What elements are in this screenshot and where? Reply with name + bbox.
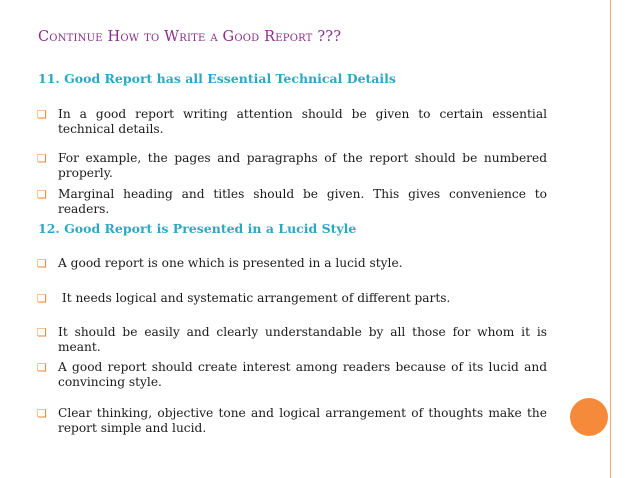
bullet-icon: ❏ (37, 152, 47, 165)
bullet-icon: ❏ (37, 361, 47, 374)
bullet-icon: ❏ (37, 188, 47, 201)
bullet-icon: ❏ (37, 292, 47, 305)
bullet-item: ❏ Marginal heading and titles should be given. This gives convenience to readers. (37, 187, 547, 216)
bullet-item: ❏ It needs logical and systematic arrangement of different parts. (37, 291, 451, 305)
section-heading-12: 12. Good Report is Presented in a Lucid Style (38, 221, 357, 236)
bullet-item: ❏ For example, the pages and paragraphs of the report should be numbered properly. (37, 151, 547, 180)
bullet-item: ❏ Clear thinking, objective tone and logical arrangement of thoughts make the report simple and lucid. (37, 406, 547, 435)
bullet-icon: ❏ (37, 407, 47, 420)
decorative-circle (570, 398, 608, 436)
bullet-item: ❏ A good report is one which is presented in a lucid style. (37, 256, 403, 270)
bullet-item: ❏ It should be easily and clearly understandable by all those for whom it is meant. (37, 325, 547, 354)
bullet-item: ❏ A good report should create interest among readers because of its lucid and convincing style. (37, 360, 547, 389)
slide-title: Continue How to Write a Good Report ??? (38, 29, 342, 45)
bullet-icon: ❏ (37, 326, 47, 339)
section-heading-11: 11. Good Report has all Essential Technical Details (38, 71, 396, 86)
bullet-icon: ❏ (37, 257, 47, 270)
bullet-icon: ❏ (37, 108, 47, 121)
slide-frame-line (610, 0, 611, 478)
bullet-item: ❏ In a good report writing attention should be given to certain essential technical details. (37, 107, 547, 136)
